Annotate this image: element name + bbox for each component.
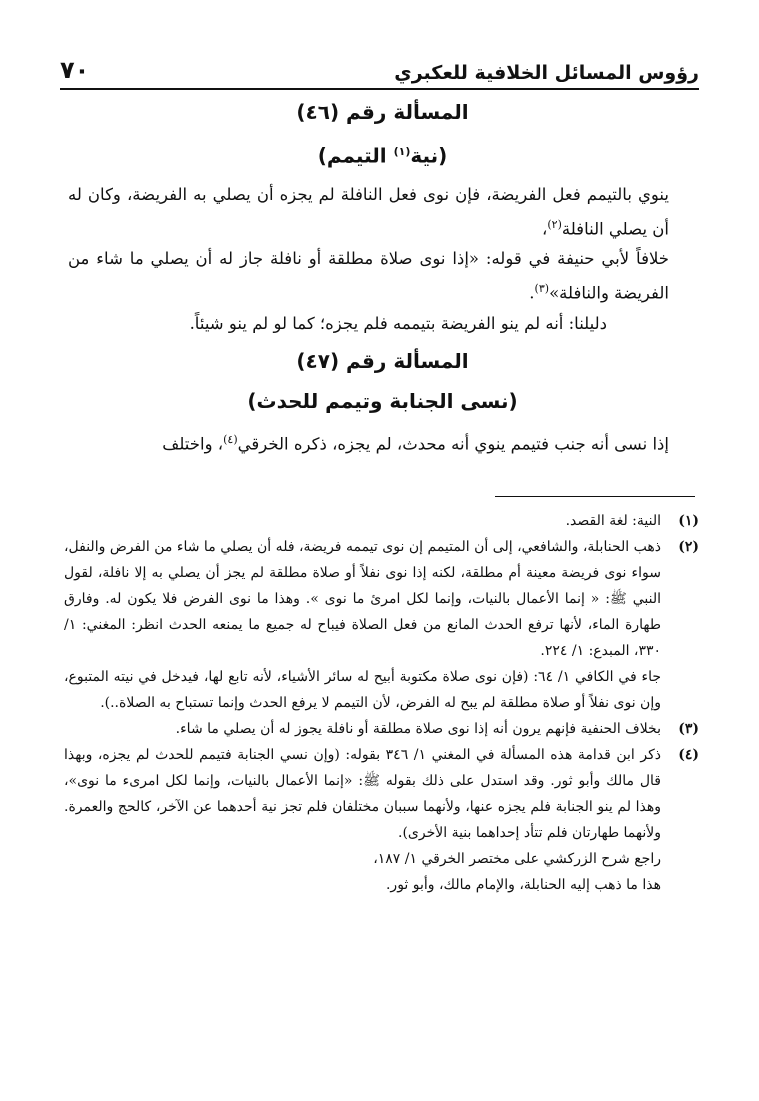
issue-46-paragraph-3: دليلنا: أنه لم ينو الفريضة بتيممه فلم يجزه؛ كما لو لم ينو شيئاً. bbox=[189, 313, 607, 333]
footnote-3 bbox=[64, 716, 699, 742]
footnote-text: ذكر ابن قدامة هذه المسألة في المغني ١/ ٣٤٦ بقوله: (وإن نسي الجنابة فتيمم للحدث لم يجزه، وبهذا قال مالك وأبو ثور. وقد استدل على ذلك بقوله ﷺ: «إنما الأعمال بالنيات، وإنما لكل امرىء ما نوى»، وهذا لم ينو الجنابة فلم يجزه عنها، ولأنهما سببان مختلفان فلم تجز نية أحدهما عن الآخر، كالحج والعمرة. ولأنهما طهارتان فلم تتأد إحداهما بنية الأخرى). bbox=[64, 747, 661, 841]
footnote-2-continuation: جاء في الكافي ١/ ٦٤: (فإن نوى صلاة مكتوبة أبيح له سائر الأشياء، لأنه تابع لها، فيدخل في نيته المتبوع، وإن نوى نفلاً أو صلاة مطلقة لم يبح له الفرض، لأن التيمم لا يرفع الحدث وإنما تستباح به الصلاة..). bbox=[64, 669, 662, 711]
page-number: ٧٠ bbox=[60, 56, 90, 84]
main-text bbox=[68, 92, 697, 459]
footnote-ref[interactable]: (١) bbox=[393, 145, 411, 158]
footnote-text: بخلاف الحنفية فإنهم يرون أنه إذا نوى صلاة مطلقة أو نافلة يجوز له أن يصلي ما شاء. bbox=[175, 721, 661, 737]
title-part: (نية bbox=[410, 143, 448, 168]
issue-47-paragraph-1 bbox=[68, 425, 697, 460]
issue-46-heading: المسألة رقم (٤٦) bbox=[296, 100, 469, 124]
paragraph-text: ينوي بالتيمم فعل الفريضة، فإن نوى فعل النافلة لم يجزه أن يصلي به الفريضة، وكان له أن يصلي النافلة bbox=[68, 184, 669, 239]
footnote-ref[interactable]: (٤) bbox=[223, 432, 238, 446]
paragraph-text: ، واختلف bbox=[162, 434, 224, 454]
paragraph-text: خلافاً لأبي حنيفة في قوله: «إذا نوى صلاة مطلقة أو نافلة جاز له أن يصلي ما شاء من الفريضة والنافلة» bbox=[68, 249, 669, 303]
footnote-text: النية: لغة القصد. bbox=[565, 513, 661, 529]
paragraph-text: إذا نسى أنه جنب فتيمم ينوي أنه محدث، لم يجزه، ذكره الخرقي bbox=[237, 434, 669, 454]
footnote-4-continuation-2: هذا ما ذهب إليه الحنابلة، والإمام مالك، وأبو ثور. bbox=[385, 877, 661, 893]
footnote-number: (١) bbox=[678, 513, 699, 529]
footnote-1 bbox=[64, 508, 699, 534]
title-part: التيمم) bbox=[317, 143, 394, 168]
issue-47-title: (نسى الجنابة وتيمم للحدث) bbox=[247, 388, 518, 413]
issue-47-heading: المسألة رقم (٤٧) bbox=[296, 348, 469, 373]
issue-46-title bbox=[68, 132, 697, 176]
paragraph-text: . bbox=[529, 283, 535, 303]
footnote-separator bbox=[495, 496, 695, 497]
footnote-number: (٢) bbox=[678, 539, 699, 555]
footnotes bbox=[64, 508, 699, 898]
footnote-2 bbox=[64, 534, 699, 664]
footnote-number: (٤) bbox=[678, 747, 699, 763]
paragraph-text: ، bbox=[542, 219, 548, 239]
running-header bbox=[60, 52, 699, 90]
footnote-ref[interactable]: (٢) bbox=[547, 217, 562, 231]
issue-46-paragraph-2 bbox=[68, 244, 697, 309]
issue-46-paragraph-1 bbox=[68, 180, 697, 245]
footnote-4 bbox=[64, 742, 699, 846]
book-title: رؤوس المسائل الخلافية للعكبري bbox=[394, 62, 699, 84]
footnote-ref[interactable]: (٣) bbox=[534, 282, 550, 296]
footnote-text: ذهب الحنابلة، والشافعي، إلى أن المتيمم إن نوى تيممه فريضة، فله أن يصلي ما شاء من الفرض والنفل، سواء نوى فريضة معينة أم مطلقة، لكنه إذا نوى نفلاً أو صلاة مطلقة لم يجز أن يصلي به إلا نافلة، لقول النبي ﷺ: « إنما الأعمال بالنيات، وإنما لكل امرئ ما نوى ». وهذا ما نوى الفرض فلا يكون له. وفارق طهارة الماء، لأنها ترفع الحدث المانع من فعل الصلاة فيباح له جميع ما يمنعه الحدث انظر: المغني: ١/ ٣٣٠، المبدع: ١/ ٢٢٤. bbox=[64, 539, 661, 659]
footnote-4-continuation-1: راجع شرح الزركشي على مختصر الخرقي ١/ ١٨٧، bbox=[373, 851, 661, 867]
footnote-number: (٣) bbox=[678, 721, 699, 737]
